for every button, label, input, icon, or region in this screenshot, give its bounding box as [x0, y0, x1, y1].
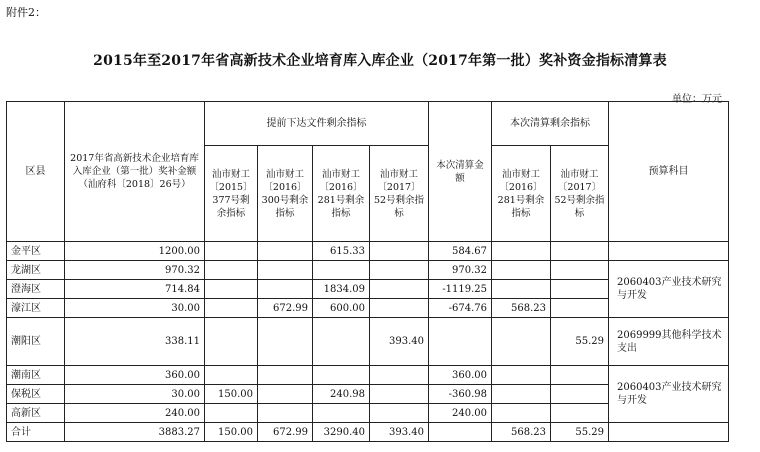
- cell-award: 30.00: [65, 299, 205, 318]
- cell-budget-empty: [609, 242, 729, 261]
- cell-remain-2017-52: [551, 280, 609, 299]
- cell-remain-2016-281: 568.23: [492, 299, 551, 318]
- cell-remain-2016-281: [492, 318, 551, 366]
- cell-budget-subject: 2069999其他科学技术支出: [609, 318, 729, 366]
- cell-district: 合计: [7, 423, 65, 442]
- cell-prior-2015: 150.00: [205, 385, 258, 404]
- cell-settle: -1119.25: [429, 280, 492, 299]
- cell-remain-2017-52: [551, 261, 609, 280]
- header-award: 2017年省高新技术企业培育库入库企业（第一批）奖补金额（汕府科〔2018〕26号）: [65, 102, 205, 242]
- cell-remain-2016-281: [492, 242, 551, 261]
- cell-remain-2016-281: [492, 385, 551, 404]
- cell-prior-2017-52: [370, 404, 429, 423]
- cell-remain-2017-52: [551, 242, 609, 261]
- cell-settle: [429, 318, 492, 366]
- cell-prior-2016-281: 240.98: [313, 385, 370, 404]
- cell-settle: 970.32: [429, 261, 492, 280]
- cell-prior-2015: [205, 261, 258, 280]
- header-remain-2016-281: 汕市财工〔2016〕281号剩余指标: [492, 146, 551, 242]
- cell-remain-2016-281: [492, 366, 551, 385]
- cell-prior-2015: 150.00: [205, 423, 258, 442]
- cell-settle: 584.67: [429, 242, 492, 261]
- cell-district: 潮阳区: [7, 318, 65, 366]
- cell-award: 714.84: [65, 280, 205, 299]
- cell-prior-2015: [205, 318, 258, 366]
- table-row: [7, 242, 729, 261]
- cell-district: 澄海区: [7, 280, 65, 299]
- cell-settle: -674.76: [429, 299, 492, 318]
- cell-district: 龙湖区: [7, 261, 65, 280]
- cell-district: 濠江区: [7, 299, 65, 318]
- cell-prior-2015: [205, 299, 258, 318]
- cell-prior-2017-52: [370, 366, 429, 385]
- cell-prior-2016-281: [313, 404, 370, 423]
- cell-award: 1200.00: [65, 242, 205, 261]
- cell-prior-2016-300: [258, 242, 313, 261]
- table-row: [7, 261, 729, 280]
- cell-award: 240.00: [65, 404, 205, 423]
- cell-award: 30.00: [65, 385, 205, 404]
- cell-remain-2017-52: [551, 385, 609, 404]
- cell-prior-2016-281: 615.33: [313, 242, 370, 261]
- cell-prior-2016-281: [313, 366, 370, 385]
- header-prior-group: 提前下达文件剩余指标: [205, 102, 429, 146]
- cell-settle: 360.00: [429, 366, 492, 385]
- cell-award: 338.11: [65, 318, 205, 366]
- cell-district: 保税区: [7, 385, 65, 404]
- table-row-total: [7, 423, 729, 442]
- cell-prior-2017-52: [370, 261, 429, 280]
- cell-remain-2016-281: 568.23: [492, 423, 551, 442]
- cell-remain-2016-281: [492, 280, 551, 299]
- cell-remain-2017-52: 55.29: [551, 423, 609, 442]
- cell-prior-2016-300: 672.99: [258, 299, 313, 318]
- cell-remain-2017-52: 55.29: [551, 318, 609, 366]
- cell-prior-2016-300: [258, 385, 313, 404]
- cell-award: 360.00: [65, 366, 205, 385]
- cell-prior-2016-281: [313, 261, 370, 280]
- cell-award: 3883.27: [65, 423, 205, 442]
- header-district: 区县: [7, 102, 65, 242]
- header-remain-group: 本次清算剩余指标: [492, 102, 609, 146]
- cell-budget-empty: [609, 423, 729, 442]
- cell-prior-2016-300: [258, 366, 313, 385]
- cell-settle: 240.00: [429, 404, 492, 423]
- cell-remain-2017-52: [551, 299, 609, 318]
- table-row: [7, 366, 729, 385]
- cell-remain-2016-281: [492, 261, 551, 280]
- attachment-label: 附件2：: [6, 6, 46, 19]
- cell-prior-2016-281: 600.00: [313, 299, 370, 318]
- cell-prior-2016-281: 3290.40: [313, 423, 370, 442]
- cell-prior-2016-300: 672.99: [258, 423, 313, 442]
- cell-prior-2017-52: [370, 299, 429, 318]
- header-prior-2015: 汕市财工〔2015〕377号剩余指标: [205, 146, 258, 242]
- cell-district: 高新区: [7, 404, 65, 423]
- cell-remain-2017-52: [551, 404, 609, 423]
- cell-prior-2016-300: [258, 261, 313, 280]
- cell-prior-2016-300: [258, 404, 313, 423]
- cell-settle: -360.98: [429, 385, 492, 404]
- table-row: [7, 318, 729, 366]
- cell-remain-2017-52: [551, 366, 609, 385]
- cell-award: 970.32: [65, 261, 205, 280]
- header-budget-subject: 预算科目: [609, 102, 729, 242]
- cell-remain-2016-281: [492, 404, 551, 423]
- cell-prior-2016-281: 1834.09: [313, 280, 370, 299]
- header-prior-2016-300: 汕市财工〔2016〕300号剩余指标: [258, 146, 313, 242]
- cell-prior-2017-52: 393.40: [370, 318, 429, 366]
- cell-prior-2015: [205, 366, 258, 385]
- cell-district: 金平区: [7, 242, 65, 261]
- cell-prior-2015: [205, 280, 258, 299]
- settlement-table: [6, 101, 729, 442]
- cell-prior-2016-300: [258, 280, 313, 299]
- header-prior-2016-281: 汕市财工〔2016〕281号剩余指标: [313, 146, 370, 242]
- cell-prior-2016-300: [258, 318, 313, 366]
- cell-budget-subject: 2060403产业技术研究与开发: [609, 366, 729, 423]
- cell-prior-2017-52: 393.40: [370, 423, 429, 442]
- cell-prior-2017-52: [370, 385, 429, 404]
- header-prior-2017-52: 汕市财工〔2017〕52号剩余指标: [370, 146, 429, 242]
- page-title: 2015年至2017年省高新技术企业培育库入库企业（2017年第一批）奖补资金指标清算表: [93, 53, 667, 69]
- cell-budget-subject: 2060403产业技术研究与开发: [609, 261, 729, 318]
- cell-district: 潮南区: [7, 366, 65, 385]
- cell-prior-2017-52: [370, 242, 429, 261]
- unit-label: 单位：万元: [672, 94, 722, 105]
- header-settle-amount: 本次清算金额: [429, 102, 492, 242]
- cell-prior-2015: [205, 404, 258, 423]
- cell-prior-2017-52: [370, 280, 429, 299]
- cell-prior-2015: [205, 242, 258, 261]
- cell-settle: [429, 423, 492, 442]
- cell-prior-2016-281: [313, 318, 370, 366]
- header-remain-2017-52: 汕市财工〔2017〕52号剩余指标: [551, 146, 609, 242]
